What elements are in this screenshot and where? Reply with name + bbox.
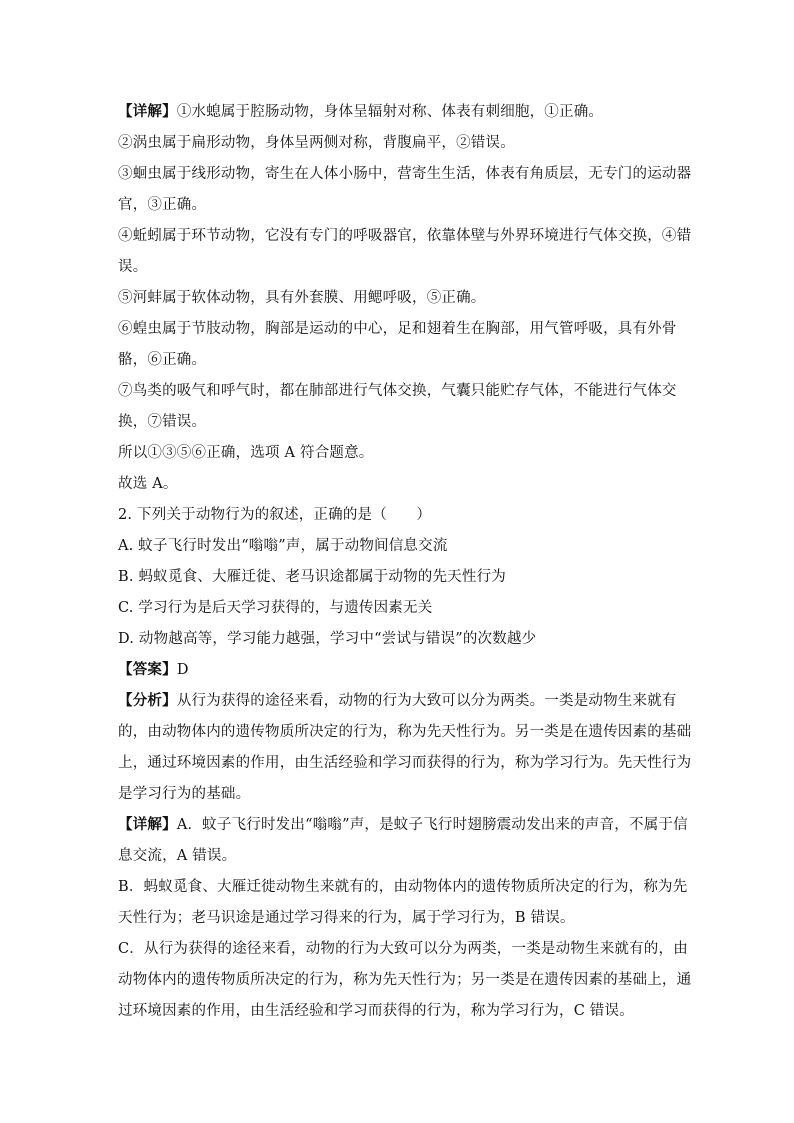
text-line [118, 846, 678, 866]
text-line [118, 288, 678, 308]
text-line [118, 691, 678, 711]
line-text: B．蚂蚁觅食、大雁迁徙动物生来就有的，由动物体内的遗传物质所决定的行为，称为先 [118, 879, 688, 895]
text-line [118, 1001, 678, 1021]
line-text: 是学习行为的基础。 [118, 786, 251, 802]
text-line [118, 133, 678, 153]
answer-line [118, 660, 678, 680]
text-line [118, 815, 688, 835]
text-line [118, 753, 692, 773]
line-text: C．从行为获得的途径来看，动物的行为大致可以分为两类，一类是动物生来就有的，由 [118, 941, 688, 957]
line-text: ②涡虫属于扁形动物，身体呈两侧对称，背腹扁平，②错误。 [118, 135, 515, 151]
line-text: 骼，⑥正确。 [118, 352, 207, 368]
question-stem [118, 505, 678, 525]
line-text: 所以①③⑤⑥正确，选项 A 符合题意。 [118, 445, 374, 461]
option-b [118, 567, 678, 587]
section-tag: 【分析】 [118, 692, 177, 709]
line-text: ⑤河蚌属于软体动物，具有外套膜、用鳃呼吸，⑤正确。 [118, 290, 486, 306]
section-tag: 【答案】 [118, 661, 177, 678]
line-text: ⑦鸟类的吸气和呼气时，都在肺部进行气体交换，气囊只能贮存气体，不能进行气体交 [118, 383, 677, 399]
text-line [118, 381, 678, 401]
line-text: D [176, 662, 189, 678]
line-text: 官，③正确。 [118, 197, 207, 213]
line-text: 上，通过环境因素的作用，由生活经验和学习而获得的行为，称为学习行为。先天性行为 [118, 755, 692, 771]
text-line [118, 412, 678, 432]
line-text: 过环境因素的作用，由生活经验和学习而获得的行为，称为学习行为，C 错误。 [118, 1003, 634, 1019]
section-tag: 【详解】 [118, 103, 177, 120]
line-text: 换，⑦错误。 [118, 414, 207, 430]
line-text: ①水螅属于腔肠动物，身体呈辐射对称、体表有刺细胞，①正确。 [176, 104, 604, 120]
option-a [118, 536, 678, 556]
line-text: 息交流，A 错误。 [118, 848, 237, 864]
line-text: 天性行为；老马识途是通过学习得来的行为，属于学习行为，B 错误。 [118, 910, 575, 926]
line-text: A．蚊子飞行时发出“嗡嗡”声，是蚊子飞行时翅膀震动发出来的声音，不属于信 [176, 817, 688, 833]
text-line [118, 164, 692, 184]
line-text: 动物体内的遗传物质所决定的行为，称为先天性行为；另一类是在遗传因素的基础上，通 [118, 972, 692, 988]
text-line [118, 257, 678, 277]
line-text: B. 蚂蚁觅食、大雁迁徙、老马识途都属于动物的先天性行为 [118, 569, 506, 585]
line-text: C. 学习行为是后天学习获得的，与遗传因素无关 [118, 600, 433, 616]
line-text: ⑥蝗虫属于节肢动物，胸部是运动的中心，足和翅着生在胸部，用气管呼吸，具有外骨 [118, 321, 677, 337]
text-line [118, 195, 678, 215]
line-text: 故选 A。 [118, 476, 178, 492]
text-line [118, 350, 678, 370]
option-d [118, 629, 678, 649]
text-line [118, 474, 678, 494]
text-line [118, 722, 692, 742]
text-line [118, 939, 688, 959]
line-text: ③蛔虫属于线形动物，寄生在人体小肠中，营寄生生活，体表有角质层，无专门的运动器 [118, 166, 692, 182]
text-line [118, 443, 678, 463]
text-line [118, 319, 678, 339]
text-line [118, 908, 678, 928]
line-text: 的，由动物体内的遗传物质所决定的行为，称为先天性行为。另一类是在遗传因素的基础 [118, 724, 692, 740]
section-tag: 【详解】 [118, 816, 177, 833]
line-text: 2. 下列关于动物行为的叙述，正确的是（ ） [118, 507, 432, 523]
text-line [118, 784, 678, 804]
text-line [118, 226, 692, 246]
option-c [118, 598, 678, 618]
text-line [118, 877, 688, 897]
line-text: A. 蚊子飞行时发出“嗡嗡”声，属于动物间信息交流 [118, 538, 448, 554]
line-text: 误。 [118, 259, 148, 275]
line-text: 从行为获得的途径来看，动物的行为大致可以分为两类。一类是动物生来就有 [176, 693, 677, 709]
line-text: D. 动物越高等，学习能力越强，学习中“尝试与错误”的次数越少 [118, 631, 537, 647]
text-line [118, 970, 692, 990]
line-text: ④蚯蚓属于环节动物，它没有专门的呼吸器官，依靠体壁与外界环境进行气体交换，④错 [118, 228, 692, 244]
text-line [118, 102, 678, 122]
